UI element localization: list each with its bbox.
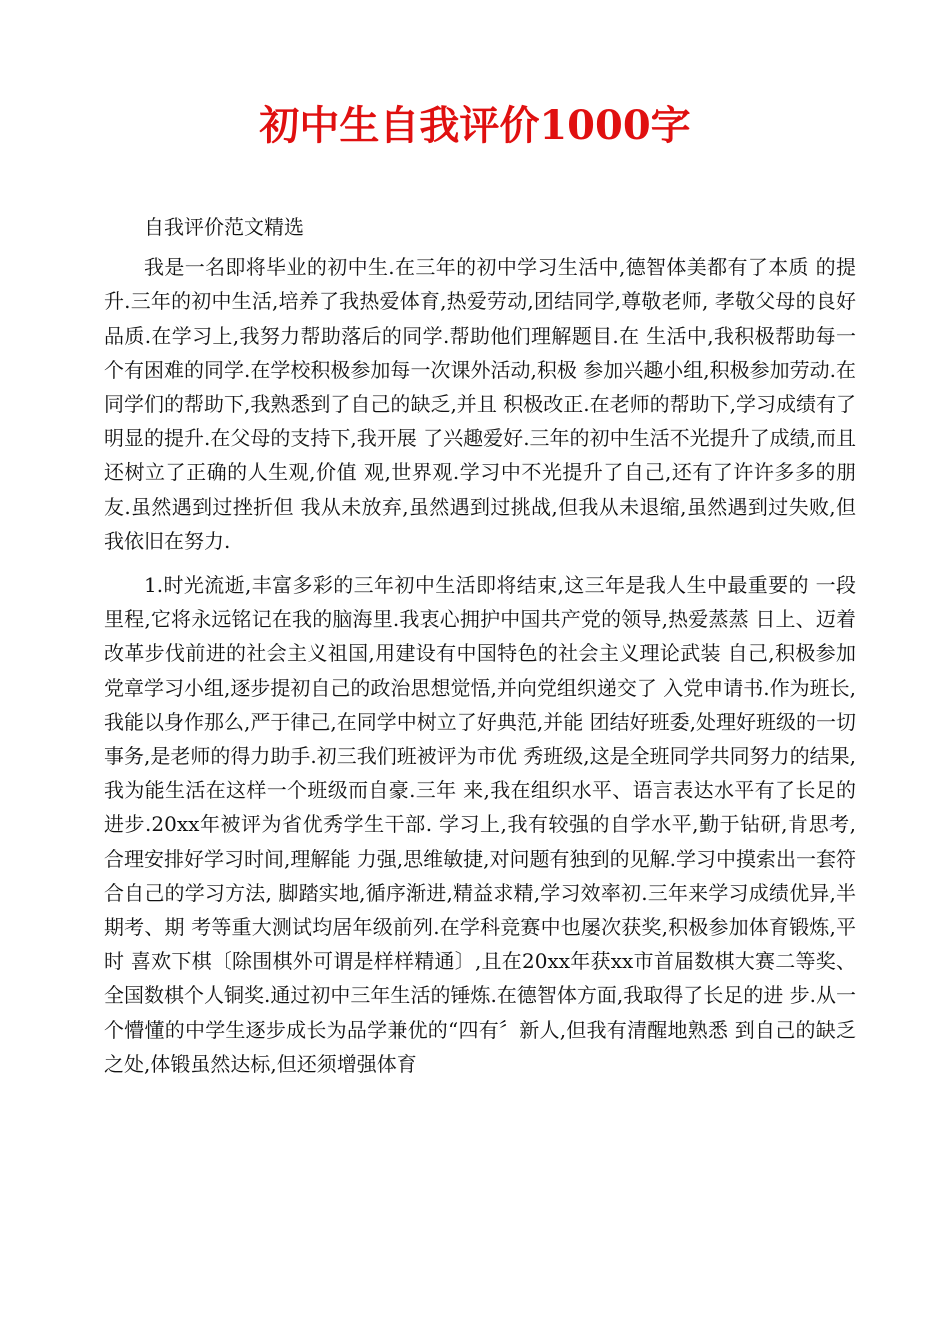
paragraph: 我是一名即将毕业的初中生.在三年的初中学习生活中,德智体美都有了本质 的提升.三年的初中生活,培养了我热爱体育,热爱劳动,团结同学,尊敬老师, 孝敬父母的良好品质.在学习上,我努力帮助落后的同学.帮助他们理解题目.在 生活中,我积极帮助每一个有困难的同学.在学校积极参加每一次课外活动,积极 参加兴趣小组,积极参加劳动.在同学们的帮助下,我熟悉到了自己的缺乏,并且 积极改正.在老师的帮助下,学习成绩有了明显的提升.在父母的支持下,我开展 了兴趣爱好.三年的初中生活不光提升了成绩,而且还树立了正确的人生观,价值 观,世界观.学习中不光提升了自己,还有了许许多多的朋友.虽然遇到过挫折但 我从未放弃,虽然遇到过挑战,但我从未退缩,虽然遇到过失败,但我依旧在努力.: [104, 255, 856, 553]
document-subtitle: 自我评价范文精选: [144, 215, 304, 239]
document-body: [104, 210, 856, 1081]
document-title: 初中生自我评价1000字: [259, 102, 691, 149]
paragraph: 1.时光流逝,丰富多彩的三年初中生活即将结束,这三年是我人生中最重要的 一段里程,它将永远铭记在我的脑海里.我衷心拥护中国共产党的领导,热爱蒸蒸 日上、迈着改革步伐前进的社会主义祖国,用建设有中国特色的社会主义理论武装 自己,积极参加党章学习小组,逐步提初自己的政治思想觉悟,并向党组织递交了 入党申请书.作为班长,我能以身作那么,严于律己,在同学中树立了好典范,并能 团结好班委,处理好班级的一切事务,是老师的得力助手.初三我们班被评为市优 秀班级,这是全班同学共同努力的结果,我为能生活在这样一个班级而自豪.三年 来,我在组织水平、语言表达水平有了长足的进步.20xx年被评为省优秀学生干部. 学习上,我有较强的自学水平,勤于钻研,肯思考,合理安排好学习时间,理解能 力强,思维敏捷,对问题有独到的见解.学习中摸索出一套符合自己的学习方法, 脚踏实地,循序渐进,精益求精,学习效率初.三年来学习成绩优异,半期考、期 考等重大测试均居年级前列.在学科竞赛中也屡次获奖,积极参加体育锻炼,平时 喜欢下棋〔除围棋外可谓是样样精通〕,且在20xx年获xx市首届数棋大赛二等奖、 全国数棋个人铜奖.通过初中三年生活的锤炼.在德智体方面,我取得了长足的进 步.从一个懵懂的中学生逐步成长为品学兼优的“四有〞新人,但我有清醒地熟悉 到自己的缺乏之处,体锻虽然达标,但还须增强体育: [104, 573, 856, 1076]
